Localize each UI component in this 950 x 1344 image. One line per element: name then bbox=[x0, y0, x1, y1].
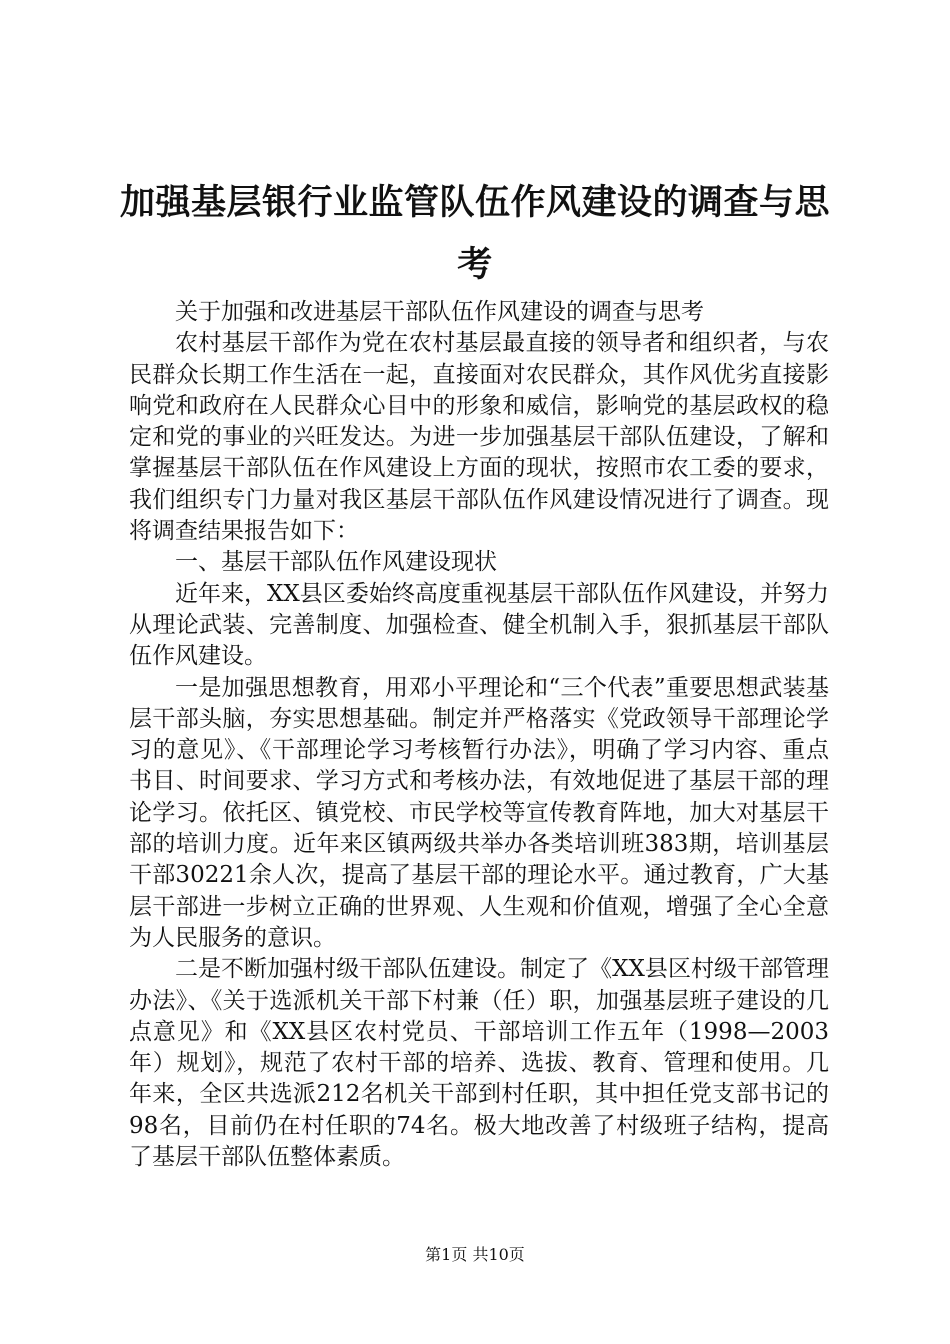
document-title: 加强基层银行业监管队伍作风建设的调查与思考 bbox=[119, 183, 830, 285]
paragraph-intro: 农村基层干部作为党在农村基层最直接的领导者和组织者，与农民群众长期工作生活在一起，直接面对农民群众，其作风优劣直接影响党和政府在人民群众心目中的形象和威信，影响党的基层政权的稳定和党的事业的兴旺发达。为进一步加强基层干部队伍建设，了解和掌握基层干部队伍在作风建设上方面的现状，按照市农工委的要求，我们组织专门力量对我区基层干部队伍作风建设情况进行了调查。现将调查结果报告如下： bbox=[129, 330, 829, 545]
document-subtitle: 关于加强和改进基层干部队伍作风建设的调查与思考 bbox=[175, 299, 704, 325]
page-number-footer: 第1页 共10页 bbox=[425, 1245, 525, 1264]
paragraph-point-two: 二是不断加强村级干部队伍建设。制定了《XX县区村级干部管理办法》、《关于选派机关干部下村兼（任）职，加强基层班子建设的几点意见》和《XX县区农村党员、干部培训工作五年（1998—2003年）规划》，规范了农村干部的培养、选拔、教育、管理和使用。几年来，全区共选派212名机关干部到村任职，其中担任党支部书记的98名，目前仍在村任职的74名。极大地改善了村级班子结构，提高了基层干部队伍整体素质。 bbox=[129, 956, 829, 1171]
section-heading: 一、基层干部队伍作风建设现状 bbox=[175, 549, 497, 576]
paragraph-overview: 近年来，XX县区委始终高度重视基层干部队伍作风建设，并努力从理论武装、完善制度、加强检查、健全机制入手，狠抓基层干部队伍作风建设。 bbox=[129, 580, 829, 670]
document-body bbox=[129, 297, 829, 1173]
paragraph-point-one: 一是加强思想教育，用邓小平理论和“三个代表”重要思想武装基层干部头脑，夯实思想基础。制定并严格落实《党政领导干部理论学习的意见》、《干部理论学习考核暂行办法》，明确了学习内容、重点书目、时间要求、学习方式和考核办法，有效地促进了基层干部的理论学习。依托区、镇党校、市民学校等宣传教育阵地，加大对基层干部的培训力度。近年来区镇两级共举办各类培训班383期，培训基层干部30221余人次，提高了基层干部的理论水平。通过教育，广大基层干部进一步树立正确的世界观、人生观和价值观，增强了全心全意为人民服务的意识。 bbox=[129, 674, 829, 951]
